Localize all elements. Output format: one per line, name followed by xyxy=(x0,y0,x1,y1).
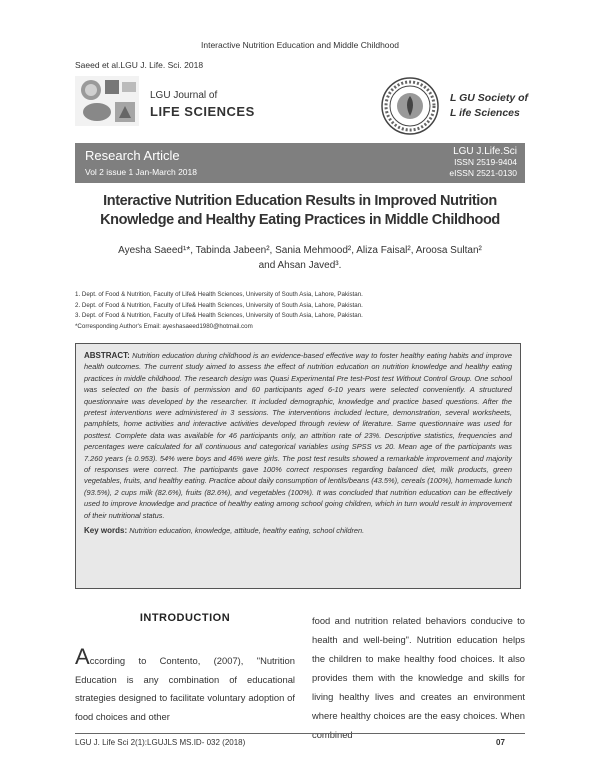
article-banner xyxy=(75,143,525,183)
issn: ISSN 2519-9404 xyxy=(454,157,517,167)
issn-block xyxy=(449,146,517,179)
affiliation-1: 1. Dept. of Food & Nutrition, Faculty of Life& Health Sciences, University of South Asia, Lahore, Pakistan. xyxy=(75,291,363,298)
journal-logo xyxy=(75,76,139,126)
citation: Saeed et al.LGU J. Life. Sci. 2018 xyxy=(75,60,204,70)
authors-line1: Ayesha Saeed¹*, Tabinda Jabeen², Sania Mehmood², Aliza Faisal², Aroosa Sultan² xyxy=(118,245,482,256)
section-heading-introduction: INTRODUCTION xyxy=(139,612,231,624)
authors xyxy=(75,243,525,273)
affiliation-2: 2. Dept. of Food & Nutrition, Faculty of Life& Health Sciences, University of South Asia, Lahore, Pakistan. xyxy=(75,301,363,309)
keywords xyxy=(84,525,512,536)
body-column-left xyxy=(75,644,295,726)
keywords-text: Nutrition education, knowledge, attitude, healthy eating, school children. xyxy=(129,526,365,536)
keywords-label: Key words: xyxy=(84,526,128,536)
article-type: Research Article xyxy=(85,148,180,163)
body-column-right: food and nutrition related behaviors conducive to health and well-being". Nutrition education helps the children to make healthy food choices. It also provides them with the knowledge and skills for living healthy lives and creates an environment where healthy choices are the easy choices. When combined xyxy=(312,615,525,740)
society-name-line1: L GU Society of xyxy=(450,92,528,104)
corresponding-author: *Corresponding Author's Email: ayeshasaeed1980@hotmail.com xyxy=(75,322,253,330)
left-column-text: ccording to Contento, (2007), "Nutrition Education is any combination of educational strategies designed to facilitate voluntary adoption of food choices and other xyxy=(75,655,295,722)
drop-cap: A xyxy=(75,644,90,669)
society-name-line2: L ife Sciences xyxy=(450,107,520,119)
page-number: 07 xyxy=(496,738,505,747)
authors-line2: and Ahsan Javed³. xyxy=(258,260,342,271)
society-seal-icon xyxy=(380,76,440,136)
abstract-label: ABSTRACT: xyxy=(84,351,130,360)
affiliations xyxy=(75,290,535,332)
journal-abbrev: LGU J.Life.Sci xyxy=(453,146,517,157)
footer-citation: LGU J. Life Sci 2(1):LGUJLS MS.ID- 032 (2018) xyxy=(75,738,246,747)
paper-title: Interactive Nutrition Education Results in Improved Nutrition Knowledge and Healthy Eating Practices in Middle Childhood xyxy=(100,193,500,228)
running-head: Interactive Nutrition Education and Middle Childhood xyxy=(201,40,399,50)
journal-name-line1: LGU Journal of xyxy=(150,90,218,101)
journal-name-line2: LIFE SCIENCES xyxy=(150,104,255,119)
volume-issue: Vol 2 issue 1 Jan-March 2018 xyxy=(85,167,197,177)
footer-rule xyxy=(75,733,525,734)
abstract-box xyxy=(75,343,521,589)
affiliation-3: 3. Dept. of Food & Nutrition, Faculty of Life& Health Sciences, University of South Asia, Lahore, Pakistan. xyxy=(75,312,363,319)
abstract-text: Nutrition education during childhood is an evidence-based effective way to foster healthy eating habits and improve health outcomes. The current study aimed to assess the effect of nutrition education on nutrition knowledge and healthy eating practices in middle childhood. The research design was Quasi Experimental Pre test-Post test Without Control Group. One school was selected on the basis of permission and 60 participants aged 6-10 years were selected conveniently. A structured questionnaire was developed by the researcher. It included demographic, knowledge and practice based questions. After the pretest interventions were administered in 3 sessions. The interventions included lecture, demonstration, several worksheets, pamphlets, home activities and interactive activities developed through review of literature. Same questionnaire was used for posttest. Complete data was available for 46 participants only, an attrition rate of 23%. Descriptive statistics, frequencies and percentages were calculated for all continuous and categorical variables using SPSS vs 20. Mean age of the participants was 7.260 years (± 0.953). 54% were boys and 46% were girls. The post test results showed a remarkable improvement and majority of responses were correct. The participants gave 100% correct responses regarding balanced diet, milk products, green vegetables, fruits, and healthy eating. Practice about daily consumption of lentils/beans (43.5%), cereals (100%), homemade lunch (93.5%), 2 cups milk (82.6%), fruits (82.6%), and vegetables (100%). It was concluded that nutrition education can be effectively used to improve knowledge and practice of healthy eating among school going children, which in turn would result in improvement of their nutritional status. xyxy=(84,351,512,520)
eissn: eISSN 2521-0130 xyxy=(449,168,517,178)
